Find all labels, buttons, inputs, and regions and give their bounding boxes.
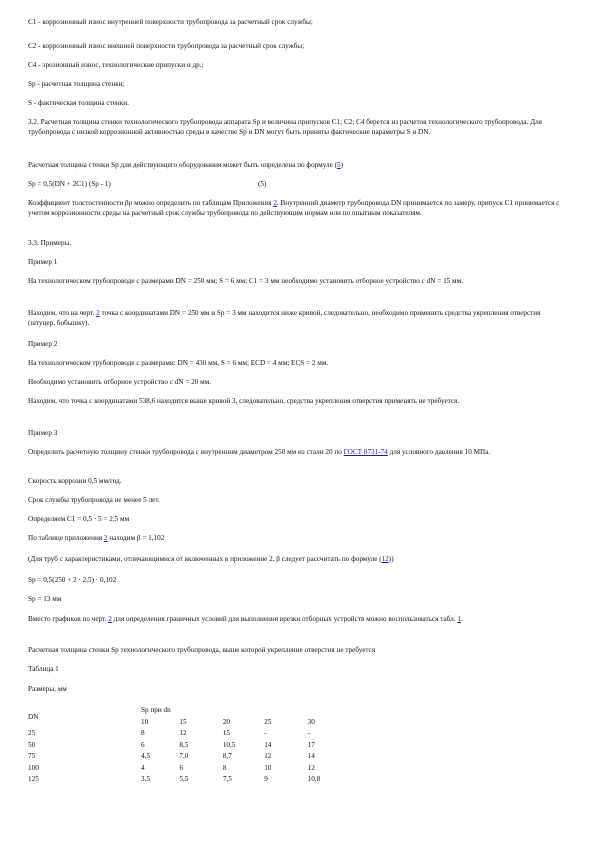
formula-number: (5) xyxy=(258,180,267,188)
table-cell: 9 xyxy=(264,775,268,783)
definition-c1: C1 - коррозионный износ внутренней поверхности трубопровода за расчетный срок службы; xyxy=(28,18,313,26)
thickness-table xyxy=(28,705,348,786)
table-cell: 10,5 xyxy=(222,740,236,749)
text: (Для труб с характеристиками, отличающимися от включенных в приложение 2, β следует рассчитать по формуле ( xyxy=(28,555,382,563)
text: точка с координатами DN = 250 мм и Sp = 3 мм находится ниже кривой, следовательно, необходимо применить средства укрепления отверстия (штуцер, бобышку). xyxy=(28,309,541,327)
example-1-text: На технологическом трубопроводе с размерами DN = 250 мм; S = 6 мм; C1 = 3 мм необходимо установить отборное устройство с dN = 15 мм. xyxy=(28,277,463,285)
table-cell: 7,5 xyxy=(222,775,232,783)
example-1-heading: Пример 1 xyxy=(28,258,58,266)
paragraph-formula-intro xyxy=(28,160,568,170)
example-2-requirement: Необходимо установить отборное устройство с dN = 20 мм. xyxy=(28,378,212,386)
table-row xyxy=(28,751,348,763)
sp-formula: Sp = 0,5(250 + 2 · 2,5) · 0,102 xyxy=(28,576,117,584)
formula-text: Sp = 0,5(DN + 2C1) (Sp - 1) xyxy=(28,180,111,188)
table-units: Размеры, мм xyxy=(28,685,67,693)
table-cell: 3,5 xyxy=(141,775,151,783)
alternative-method xyxy=(28,614,568,624)
table-cell: - xyxy=(264,729,267,737)
table-caption: Расчетная толщина стенки Sp технологического трубопровода, выше которой укрепление отверстия не требуется xyxy=(28,646,376,654)
drawing-2-link[interactable]: 2 xyxy=(96,309,100,317)
table-cell: 4 xyxy=(141,763,145,772)
table-cell: - xyxy=(307,729,310,737)
formula-5-link[interactable]: 5 xyxy=(336,161,341,169)
example-3-task xyxy=(28,447,568,457)
corrosion-rate: Скорость коррозии 0,5 мм/год. xyxy=(28,477,122,485)
text: Находим, что на черт. xyxy=(28,309,97,317)
drawing-2-link[interactable]: 2 xyxy=(108,615,112,623)
dn-column-header: 10 xyxy=(141,717,149,726)
text: находим β = 1,102 xyxy=(107,534,165,542)
table-cell: 10,8 xyxy=(307,775,321,783)
dn-column-header: 25 xyxy=(264,717,272,726)
table-cell: 50 xyxy=(28,740,36,749)
definition-sp: Sp - расчетная толщина стенки; xyxy=(28,80,125,88)
text: для определения граничных условий для выполнения врезки отборных устройств можно воспользоваться табл. xyxy=(111,615,458,623)
table-1-link[interactable]: 1 xyxy=(457,615,461,623)
table-cell: 6 xyxy=(179,763,183,772)
table-cell: 125 xyxy=(28,775,39,783)
example-2-solution: Находим, что точка с координатами 538,6 находится выше кривой 3, следовательно, средства укрепления отверстия применять не требуется. xyxy=(28,397,460,405)
service-life: Срок службы трубопровода не менее 5 лет. xyxy=(28,496,160,504)
table-cell: 8 xyxy=(141,729,145,737)
table-title: Таблица 1 xyxy=(28,665,59,673)
table-cell: 100 xyxy=(28,763,39,772)
appendix-2-link[interactable]: 2 xyxy=(273,199,277,207)
table-cell: 12 xyxy=(179,729,187,737)
text: Коэффициент толстостенности βp можно определить по таблицам Приложения xyxy=(28,199,274,207)
table-row xyxy=(28,763,348,775)
formula-5 xyxy=(28,179,568,189)
paragraph-3-2: 3.2. Расчетная толщина стенки технологического трубопровода аппарата Sp и величина припусков C1; C2; C4 берется из расчетов технологического трубопровода. Для трубопровода с низкой коррозионной активностью среды в качестве Sp и DN могут быть приняты фактические параметры S и DN. xyxy=(28,118,542,136)
text: Расчетная толщина стенки Sp для действующего оборудования может быть определена по формуле ( xyxy=(28,161,337,169)
text: для условного давления 10 МПа. xyxy=(387,448,491,456)
table-cell: 4,5 xyxy=(141,752,151,760)
definition-c2: C2 - коррозионный износ внешней поверхности трубопровода за расчетный срок службы; xyxy=(28,42,305,50)
text: ) xyxy=(340,161,343,169)
dn-column-header: 30 xyxy=(307,717,315,726)
table-cell: 25 xyxy=(28,729,36,737)
text: По таблице приложения xyxy=(28,534,104,542)
example-2-text: На технологическом трубопроводе с размерами: DN = 430 мм, S = 6 мм; ECD = 4 мм; ECS = 2 мм. xyxy=(28,359,329,367)
table-header-row xyxy=(28,705,348,717)
text: Вместо графиков по черт. xyxy=(28,615,109,623)
table-cell: 7,0 xyxy=(179,752,189,760)
table-cell: 6 xyxy=(141,740,145,749)
table-cell: 8 xyxy=(222,763,227,772)
table-cell: 12 xyxy=(264,752,272,760)
table-cell: 12 xyxy=(307,763,315,772)
text: . Внутренний диаметр трубопровода DN принимается по замеру, припуск C1 принимается с учетом коррозионности среды на расчетный срок службы трубопровода по действующим нормам или по опытным показателям. xyxy=(28,199,560,217)
table-cell: 75 xyxy=(28,752,36,760)
table-cell: 14 xyxy=(264,740,272,749)
table-cell: 17 xyxy=(307,740,315,749)
dn-column-header: 20 xyxy=(222,717,230,726)
beta-lookup xyxy=(28,533,568,543)
dn-header: DN xyxy=(28,712,39,721)
table-cell: 5,5 xyxy=(179,775,189,783)
table-row xyxy=(28,740,348,752)
table-cell: 10 xyxy=(264,763,272,772)
example-1-solution xyxy=(28,308,568,328)
text: )) xyxy=(388,555,394,563)
text: Определить расчетную толщину стенки трубопровода с внутренним диаметром 250 мм из стали 20 по xyxy=(28,448,344,456)
table-cell: 14 xyxy=(307,752,315,760)
beta-note xyxy=(28,554,568,564)
table-row xyxy=(28,774,348,786)
sp-result: Sp = 13 мм xyxy=(28,595,62,603)
c1-calculation: Определяем C1 = 0,5 · 5 = 2,5 мм xyxy=(28,515,130,523)
gost-8731-74-link[interactable]: ГОСТ 8731-74 xyxy=(343,448,388,456)
example-2-heading: Пример 2 xyxy=(28,340,58,348)
table-cell: 15 xyxy=(222,729,230,737)
appendix-2-link[interactable]: 2 xyxy=(103,534,108,542)
dn-column-header: 15 xyxy=(179,717,187,726)
text: . xyxy=(460,615,463,623)
definition-s: S - фактическая толщина стенки. xyxy=(28,99,129,107)
sp-group-header: Sp при dn xyxy=(141,706,171,714)
example-3-heading: Пример 3 xyxy=(28,429,58,437)
definition-c4: C4 - эрозионный износ, технологические припуски и др.; xyxy=(28,61,204,69)
table-cell: 8,7 xyxy=(222,752,232,760)
section-3-3: 3.3. Примеры. xyxy=(28,239,72,247)
table-row xyxy=(28,728,348,740)
table-cell: 8,5 xyxy=(179,740,189,749)
formula-12-link[interactable]: 12 xyxy=(381,555,389,563)
paragraph-coefficient xyxy=(28,198,568,218)
